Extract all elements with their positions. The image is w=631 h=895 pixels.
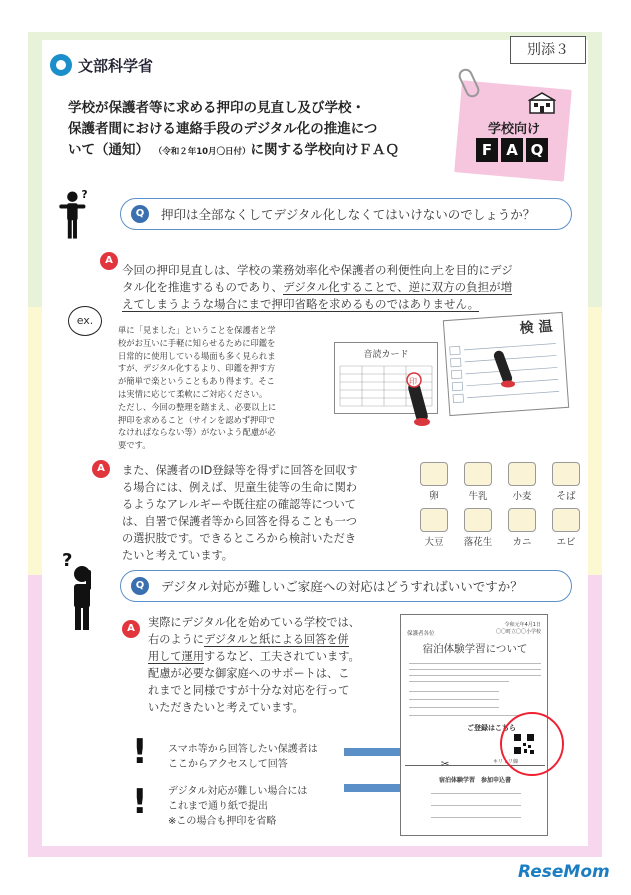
- shrimp-icon: [552, 508, 580, 532]
- faq-note-title: 学校向け: [487, 122, 540, 137]
- exclamation-icon: !: [132, 732, 148, 772]
- soybean-icon: [420, 508, 448, 532]
- question-1-text: 押印は全部なくしてデジタル化しなくてはいけないのでしょうか？: [161, 207, 536, 222]
- ministry-emblem-icon: [50, 54, 72, 76]
- doc-sender: 令和元年4月1日 〇〇町立〇〇小学校: [495, 622, 541, 635]
- allergen-item: 大豆: [414, 508, 454, 548]
- cut-line-label: キリトリ線: [493, 759, 519, 765]
- ministry-logo: [50, 54, 153, 76]
- allergen-item: エビ: [546, 508, 586, 548]
- allergen-item: 落花生: [458, 508, 498, 548]
- document-title: [68, 98, 446, 163]
- wheat-icon: [508, 462, 536, 486]
- title-line-1: 学校が保護者等に求める押印の見直し及び学校・: [68, 100, 365, 116]
- allergen-item: 牛乳: [458, 462, 498, 502]
- attachment-tag: 別添３: [510, 36, 586, 64]
- title-date: （令和２年10月〇日付）: [153, 147, 251, 157]
- answer-1-text: 今回の押印見直しは、学校の業務効率化や保護者の利便性向上を目的にデジ タル化を推進するものであり、デジタル化することで、逆に双方の負担が増 えてしまうような場合にまで押印省略を求めるものではありません。: [122, 263, 513, 311]
- faq-letter: A: [501, 138, 523, 162]
- answer-badge: A: [92, 460, 110, 478]
- stamp-icon: [404, 372, 434, 430]
- stamp-icon: [488, 340, 518, 390]
- example-badge: ex.: [68, 306, 102, 336]
- title-line-2: 保護者間における連絡手段のデジタル化の推進につ: [68, 121, 378, 137]
- qr-highlight-circle: [500, 712, 564, 776]
- doc-access-label: ご登録はこちら: [467, 724, 516, 732]
- example-text: 単に「見ました」ということを保護者と学 校がお互いに手軽に知らせるために印鑑を 日常的に使用している場面も多く見られま すが、デジタル化するより、印鑑を押す方 が簡単で楽ということもあり得ます。そこ は実情に応じて柔軟にご対応ください。 ただし、今回の整理を踏まえ、必要以上に 押印を求めること（サインを認めず押印で なければならない等）がないよう配慮が必 要です。: [118, 325, 277, 451]
- question-1-bubble: [120, 198, 572, 230]
- allergen-grid: [414, 462, 586, 548]
- exclamation-icon: !: [132, 782, 148, 822]
- stamp-mark: 印: [409, 377, 417, 386]
- tip-2-text: デジタル対応が難しい場合には これまで通り紙で提出 ※この場合も押印を省略: [168, 786, 308, 827]
- allergen-item: カニ: [502, 508, 542, 548]
- faq-letter: Q: [526, 138, 548, 162]
- allergen-item: 卵: [414, 462, 454, 502]
- peanut-icon: [464, 508, 492, 532]
- question-badge: Q: [131, 205, 149, 223]
- answer-badge: A: [122, 620, 140, 638]
- faq-letter: F: [476, 138, 498, 162]
- svg-text:?: ?: [62, 550, 73, 571]
- ministry-name: 文部科学省: [78, 56, 154, 75]
- doc-recipient: 保護者各位: [407, 631, 435, 637]
- thinking-person-icon: [58, 180, 92, 250]
- buckwheat-icon: [552, 462, 580, 486]
- faq-letters: [476, 138, 548, 162]
- title-line-3: いて（通知） （令和２年10月〇日付）に関する学校向けＦＡＱ: [68, 142, 400, 158]
- question-2-text: デジタル対応が難しいご家庭への対応はどうすればいいですか？: [161, 579, 523, 594]
- doc-title: 宿泊体験学習について: [422, 643, 528, 655]
- doc-form-title: 宿泊体験学習 参加申込書: [438, 777, 511, 784]
- scissors-icon: ✂: [441, 759, 450, 770]
- answer-3-text: 実際にデジタル化を始めている学校では、 右のようにデジタルと紙による回答を併 用して運用するなど、工夫されています。 配慮が必要な御家庭へのサポートは、こ れまでと同様ですが十分な対応を行って いただきたいと考えています。: [148, 616, 360, 714]
- tip-1-text: スマホ等から回答したい保護者は ここからアクセスして回答: [168, 744, 318, 770]
- egg-icon: [420, 462, 448, 486]
- allergen-item: そば: [546, 462, 586, 502]
- crab-icon: [508, 508, 536, 532]
- temperature-card-title: 検 温: [519, 318, 554, 337]
- reading-card-title: 音読カード: [363, 350, 409, 360]
- confused-person-icon: [58, 550, 102, 632]
- question-badge: Q: [131, 577, 149, 595]
- allergen-item: 小麦: [502, 462, 542, 502]
- answer-2-text: また、保護者のID登録等を得ずに回答を回収す る場合には、例えば、児童生徒等の生命に関わ るようなアレルギーや既往症の確認等について は、自署で保護者等から回答を得ることも一つ の選択肢です。できるところから検討いただき たいと考えています。: [122, 464, 358, 562]
- school-building-icon: [528, 92, 556, 114]
- svg-text:?: ?: [81, 189, 88, 201]
- answer-badge: A: [100, 252, 118, 270]
- footer-brand: ReseMom: [518, 862, 610, 882]
- question-2-bubble: [120, 570, 572, 602]
- milk-icon: [464, 462, 492, 486]
